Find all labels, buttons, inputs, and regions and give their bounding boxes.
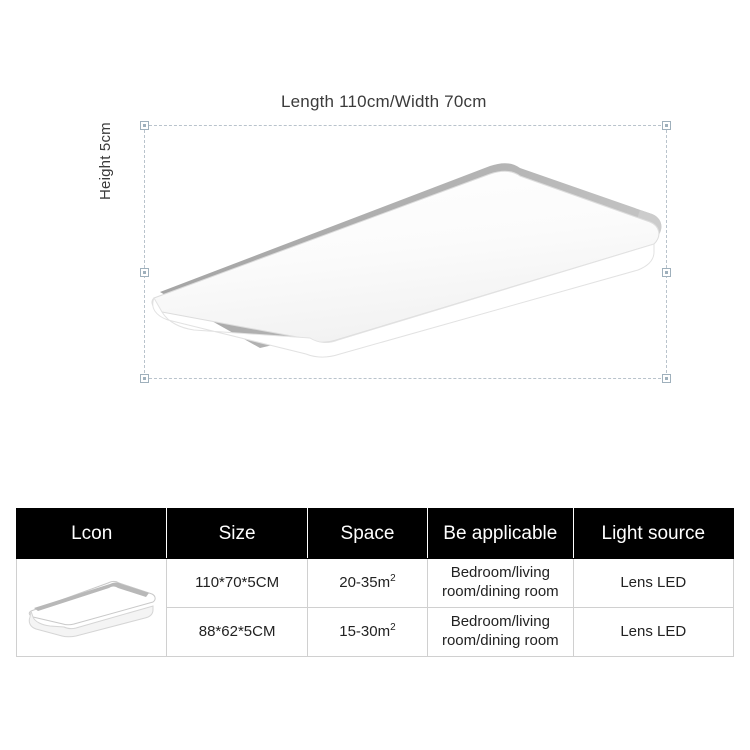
- column-header-space: Space: [307, 509, 427, 559]
- cell-space-sup: 2: [390, 573, 396, 585]
- cell-applicable-line2: room/dining room: [441, 583, 559, 600]
- column-header-applicable: Be applicable: [428, 509, 573, 559]
- cell-applicable: [428, 608, 573, 657]
- cell-size: 110*70*5CM: [167, 559, 307, 608]
- cell-applicable: [428, 559, 573, 608]
- height-dimension-label: Height 5cm: [97, 122, 114, 200]
- cell-applicable-line1: Bedroom/living: [450, 564, 550, 582]
- cell-space-value: 15-30: [339, 623, 378, 641]
- handle-top-right: [662, 121, 671, 130]
- table-row: [17, 559, 734, 608]
- length-dimension-label: Length 110cm/Width 70cm: [281, 92, 487, 111]
- cell-space-unit: m: [377, 623, 391, 641]
- cell-light-source: Lens LED: [573, 559, 733, 608]
- cell-space-sup: 2: [390, 622, 396, 634]
- cell-applicable-line2: room/dining room: [441, 632, 559, 649]
- ceiling-lamp-thumbnail-icon: [26, 577, 158, 639]
- cell-size: 88*62*5CM: [167, 608, 307, 657]
- cell-space-unit: m: [377, 574, 391, 592]
- product-thumbnail-cell: [17, 559, 167, 657]
- cell-space-value: 20-35: [339, 574, 378, 592]
- cell-space: [307, 559, 427, 608]
- ceiling-lamp-illustration: [140, 140, 700, 430]
- cell-light-source: Lens LED: [573, 608, 733, 657]
- cell-applicable-line1: Bedroom/living: [450, 613, 550, 631]
- handle-top-left: [140, 121, 149, 130]
- specification-table: [16, 508, 734, 657]
- guide-line-top: [144, 125, 666, 126]
- column-header-size: Size: [167, 509, 307, 559]
- table-header-row: [17, 509, 734, 559]
- cell-space: [307, 608, 427, 657]
- column-header-light-source: Light source: [573, 509, 733, 559]
- column-header-icon: Lcon: [17, 509, 167, 559]
